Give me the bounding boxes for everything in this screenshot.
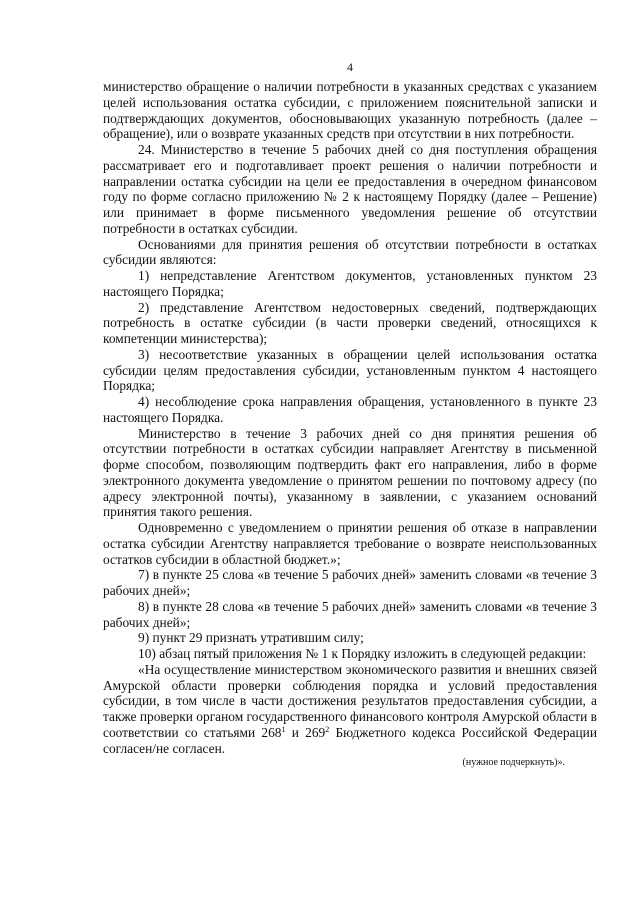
paragraph-continuation: министерство обращение о наличии потребности в указанных средствах с указанием целей использования остатка субсидии, с приложением пояснительной записки и подтверждающих документов, обосновывающих указанную потребность (далее – обращение), или о возврате указанных средств при отсутствии в них потребности. — [103, 79, 597, 142]
list-item-4: 4) несоблюдение срока направления обращения, установленного в пункте 23 настоящего Порядка. — [103, 394, 597, 425]
document-body — [103, 79, 597, 769]
amendment-item-7: 7) в пункте 25 слова «в течение 5 рабочих дней» заменить словами «в течение 3 рабочих дней»; — [103, 567, 597, 598]
amendment-item-10: 10) абзац пятый приложения № 1 к Порядку изложить в следующей редакции: — [138, 646, 587, 661]
paragraph-notification: Министерство в течение 3 рабочих дней со дня принятия решения об отсутствии потребности в остатках субсидии направляет Агентству в письменной форме способом, позволяющим подтвердить факт его направления, либо в форме электронного документа уведомление о принятом решении по почтовому адресу (по адресу электронной почты), указанному в заявлении, с указанием оснований принятия такого решения. — [103, 425, 597, 520]
quoted-new-wording — [103, 662, 597, 757]
quote-text-part-3: Бюджетного кодекса Российской Федерации согласен/не согласен. — [103, 724, 597, 756]
page-number: 4 — [347, 60, 353, 74]
superscript-1: 1 — [281, 724, 286, 734]
quote-text-part-1: «На осуществление министерством экономического развития и внешних связей Амурской области проверки соблюдения порядка и условий предоставления субсидии, в том числе в части достижения результатов предоставления субсидии, а также проверки органом государственного финансового контроля Амурской области в соответствии со статьями 268 — [103, 661, 597, 740]
paragraph-refund-requirement: Одновременно с уведомлением о принятии решения об отказе в направлении остатка субсидии Агентству направляется требование о возврате неиспользованных остатков субсидии в областной бюджет.»; — [103, 520, 597, 567]
closing-note: (нужное подчеркнуть)». — [462, 757, 565, 769]
superscript-2: 2 — [325, 724, 330, 734]
amendment-item-9: 9) пункт 29 признать утратившим силу; — [138, 630, 364, 646]
list-item-3: 3) несоответствие указанных в обращении целей использования остатка субсидии целям предоставления субсидии, установленным пунктом 4 настоящего Порядка; — [103, 346, 597, 394]
amendment-item-8: 8) в пункте 28 слова «в течение 5 рабочих дней» заменить словами «в течение 3 рабочих дней»; — [103, 598, 597, 630]
paragraph-item-24: 24. Министерство в течение 5 рабочих дней со дня поступления обращения рассматривает его и подготавливает проект решения о наличии потребности и направлении остатка субсидии на цели ее предоставления в очередном финансовом году по форме согласно приложению № 2 к настоящему Порядку (далее – Решение) или принимает в форме письменного уведомления решение об отсутствии потребности в остатках субсидии. — [103, 142, 597, 236]
paragraph-grounds-intro: Основаниями для принятия решения об отсутствии потребности в остатках субсидии являются: — [103, 236, 597, 268]
list-item-1: 1) непредставление Агентством документов, установленных пунктом 23 настоящего Порядка; — [103, 268, 597, 299]
quote-text-part-2: и 269 — [285, 724, 326, 740]
list-item-2: 2) представление Агентством недостоверных сведений, подтверждающих потребность в остатке субсидии (в части проверки сведений, относящихся к компетенции министерства); — [103, 299, 597, 346]
